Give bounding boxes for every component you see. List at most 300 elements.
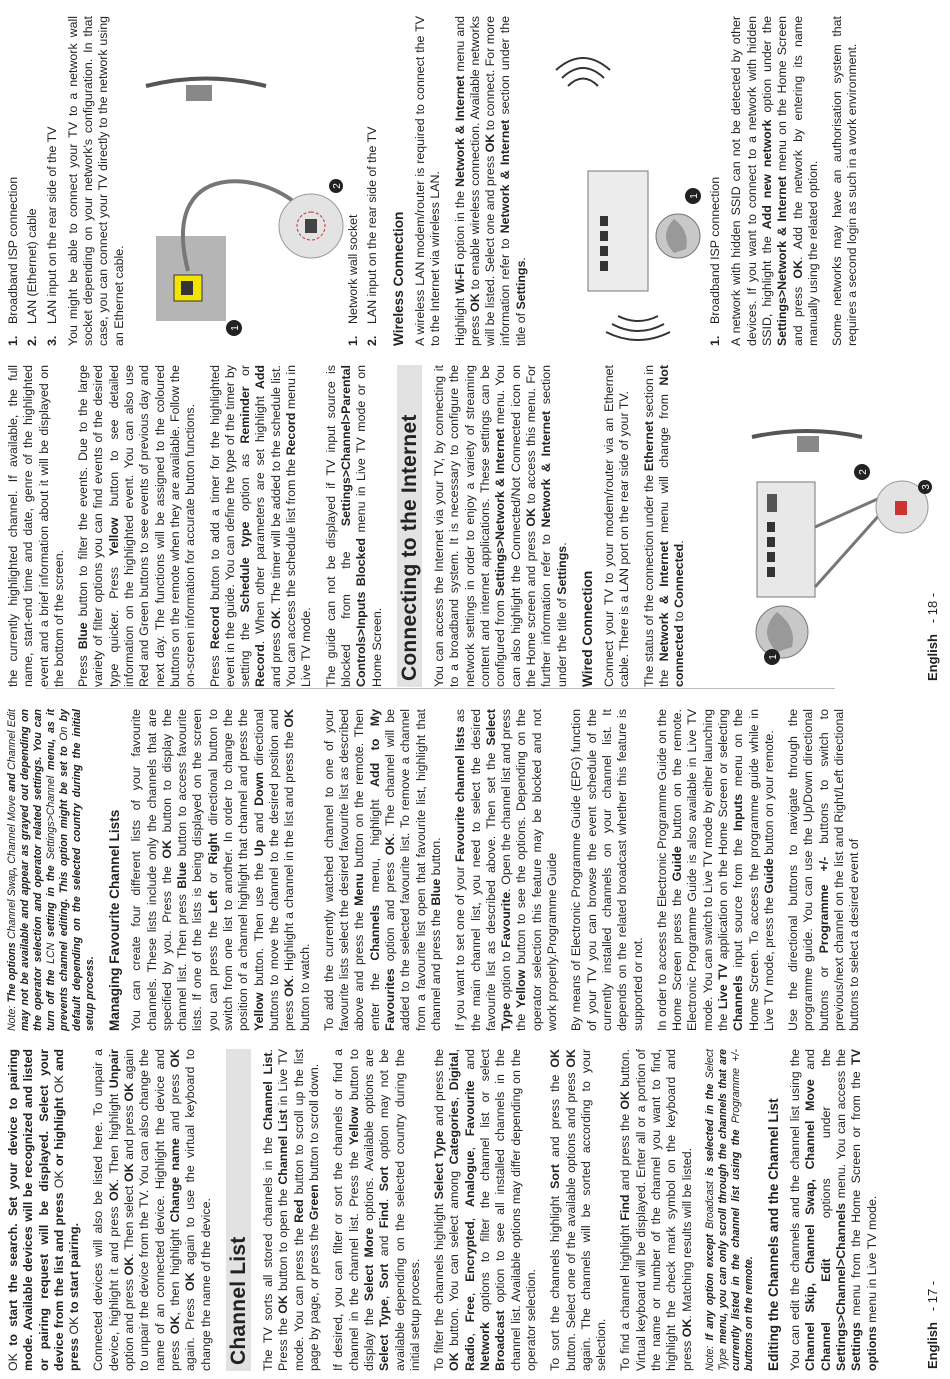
text-run: menu and press <box>452 15 482 346</box>
bold-term: OK <box>167 1315 182 1335</box>
bold-term: Network <box>478 1322 493 1371</box>
text-run: You can access the Internet via your TV, by connecting it to a broadband system. It is necessary to configure the network settings in order to enjoy a variety of streaming content and internet applications. These settings can be configured from <box>432 365 508 687</box>
text-run: options under the <box>818 1049 833 1259</box>
paragraph-intro <box>6 1049 82 1371</box>
paragraph-access-epg <box>655 709 777 1031</box>
text-run: . <box>377 1191 392 1203</box>
bold-term: OK <box>106 1182 121 1201</box>
bold-term: OK <box>618 1091 633 1110</box>
paragraph-favourite-lists <box>129 709 313 1031</box>
bold-term: Right <box>205 832 220 865</box>
heading-wired-connection: Wired Connection <box>579 570 595 687</box>
text-run: menu. You can access the <box>834 1049 849 1203</box>
text-run: button to see the options. Depending on the operator selection this feature may be blocked and not work properly.Programme Guide <box>514 709 560 1031</box>
text-run: again to use the virtual keyboard to change the name of the device. <box>183 1049 213 1371</box>
text-run: and <box>377 1228 392 1264</box>
text-run: to <box>672 607 687 626</box>
bold-term: Guide <box>761 858 776 894</box>
callout-1 <box>685 188 701 204</box>
heading-favourite-lists: Managing Favourite Channel Lists <box>107 809 122 1031</box>
bold-term: Blue <box>175 861 190 889</box>
text-run: menu in Live TV mode. <box>284 365 314 687</box>
svg-text:1: 1 <box>689 193 701 199</box>
wireless-connection-illustration <box>538 16 708 346</box>
text-run: , <box>462 1136 477 1151</box>
bold-term: Yellow <box>514 969 529 1009</box>
footer-language: English <box>925 634 940 681</box>
bold-term: OK <box>483 133 498 153</box>
callout-1 <box>226 320 242 336</box>
text-run: button to watch. <box>297 943 312 1031</box>
footer-page-number: - 18 - <box>925 592 940 624</box>
text-run: menu will change from <box>656 385 671 542</box>
bold-term: Record <box>253 644 268 687</box>
globe-icon <box>756 606 808 658</box>
page17-column-1 <box>6 1049 889 1371</box>
bold-term: OK <box>282 709 297 728</box>
text-run: . Then select <box>122 1182 137 1257</box>
callout-3 <box>918 480 932 494</box>
bold-term: buttons on the remote. <box>742 1256 755 1371</box>
text-run: button. Select one of the available options and press <box>563 1067 578 1371</box>
text-run: Select Type <box>703 1049 729 1371</box>
text-run: Channel Swap <box>6 869 18 940</box>
bold-term: , <box>6 863 18 870</box>
bold-term: OK <box>159 840 174 859</box>
text-run: On <box>58 726 70 741</box>
bold-term: Yellow <box>106 517 121 556</box>
bold-term: Guide <box>670 846 685 882</box>
text-run: . Add the network by entering its name manually using the related option. <box>790 15 820 346</box>
text-run: section in the <box>641 365 671 687</box>
bold-term: Select Type <box>483 709 514 1031</box>
paragraph-wall-socket <box>66 16 127 346</box>
bold-term: OK <box>122 1163 137 1183</box>
svg-text:1: 1 <box>767 654 779 660</box>
bold-term: OK <box>183 1272 198 1291</box>
text-run: menu on the Home Screen and press <box>775 16 805 346</box>
text-run: , <box>462 1322 477 1337</box>
text-run: , <box>447 1049 462 1053</box>
text-run: Use the directional buttons to navigate through the programme guide. You can use the Up/Down directional buttons or <box>786 709 831 1031</box>
bold-term: Settings <box>849 1322 864 1371</box>
bold-term: Change name <box>167 1138 182 1223</box>
text-run: button. Virtual keyboard will be displayed. Enter all or a portion of the name or number of the channel you want to find, highlight the check mark symbol on the keyboard and press <box>618 1049 694 1371</box>
text-run: , <box>462 1281 477 1297</box>
paragraph-editing <box>788 1049 880 1371</box>
bold-term: Encrypted <box>462 1221 477 1282</box>
text-run: button to see detailed information on the highlighted event. You can also use Red and Green buttons to see events of previous day and next day. The functions will be assigned to the coloured buttons on the remote when they are available. Follow the on-screen information for accurate button functions. <box>106 364 198 687</box>
text-run: Settings>Channel <box>45 775 57 860</box>
bold-term: OK <box>548 1048 563 1068</box>
text-run: The status of the connection under the <box>641 471 656 687</box>
text-run: and <box>803 1049 818 1080</box>
text-run: or <box>238 365 253 387</box>
text-run: If you want to set one of your <box>453 862 468 1031</box>
text-run: . When other parameters are set highlight <box>253 389 268 645</box>
bold-term: Channel List <box>276 1109 291 1185</box>
text-run: button to open the <box>276 1184 291 1296</box>
bold-term: Channel Skip, Channel Swap, Channel Move <box>803 1079 818 1371</box>
text-run: , <box>462 1207 477 1222</box>
paragraph-record <box>208 365 315 687</box>
text-run: option may not be available depending on the selected country during the initial setup process. <box>377 1048 422 1371</box>
text-run: A wireless LAN modem/router is required to connect the TV to the Internet via wireless LAN. <box>412 16 443 346</box>
text-run: application on the Home Screen or selecting <box>715 709 730 964</box>
modem-router-image <box>588 171 648 291</box>
bold-term: Blue <box>76 622 91 650</box>
text-run: menu in Live TV mode. <box>864 1195 879 1327</box>
text-run: By means of Electronic Programme Guide (EPG) function of your TV you can browse the event schedule of the currently installed channels on your channel list. It depends on the related broadcast whether this feature is supported or not. <box>569 709 645 1031</box>
text-run: You can create four different lists of your favourite channels. These lists include only the channels that are specified by you. Press the <box>129 709 174 1031</box>
bold-term: OK <box>282 978 297 997</box>
bold-term: Schedule type <box>238 521 253 613</box>
text-run: button to filter the events. Due to the large variety of filter options you can find events of the desired type quicker. Press <box>76 365 121 687</box>
text-run: You might be able to connect your TV to a network wall socket depending on your network's configuration. In that case, you can connect your TV directly to the network using an Ethernet cable. <box>65 16 126 346</box>
bold-term: menu, as it prevents channel editing. This option might be set to <box>45 709 70 1031</box>
paragraph-navigate-guide <box>786 709 862 1031</box>
bold-term: Reminder <box>238 386 253 444</box>
bold-term: The options <box>6 939 18 1006</box>
bold-term: Network & Internet <box>656 541 671 662</box>
bold-term: OK <box>276 1295 291 1314</box>
bold-term: menu, you can only scroll through the channels that are currently listed in the channel list using the <box>716 1049 742 1371</box>
bold-term: Menu <box>352 873 367 906</box>
text-run: to connect. For more information refer to <box>483 16 513 346</box>
paragraph-wired <box>602 365 633 687</box>
paragraph-hidden-ssid <box>729 16 821 346</box>
bold-term: Find <box>618 1194 633 1221</box>
svg-text:2: 2 <box>857 469 869 475</box>
text-run: Note: <box>703 1345 716 1371</box>
heading-wireless-connection: Wireless Connection <box>390 211 406 346</box>
bold-term: Categories <box>447 1100 462 1165</box>
text-run: menu from the Home Screen or from the <box>849 1064 864 1323</box>
text-run: To sort the channels highlight <box>548 1188 563 1371</box>
bold-term: Yellow <box>346 1106 361 1146</box>
text-run: Channel Edit <box>6 709 18 770</box>
text-run: and press the <box>618 1109 633 1195</box>
page18-footer <box>925 593 940 681</box>
text-run: To add the currently watched channel to one of your favourite lists select the desired favourite list as described above and press the <box>321 709 367 1031</box>
text-run: , <box>447 1090 462 1101</box>
paragraph-wireless <box>413 16 444 346</box>
paragraph-main-list <box>453 709 560 1031</box>
text-run: Note: <box>6 1005 18 1031</box>
bold-term: Live TV <box>715 963 730 1010</box>
wired-connection-illustration <box>697 365 932 687</box>
bold-term: OK <box>523 508 538 527</box>
bold-term: Favourite channel lists <box>453 726 468 863</box>
page17-column-2 <box>6 709 872 1031</box>
bold-term: OK <box>447 1352 462 1371</box>
bold-term: Channels <box>367 904 382 961</box>
text-run: Press <box>76 649 91 687</box>
text-run: menu on the Home Screen. To access the programme guide while in Live TV mode, press the <box>731 709 776 1031</box>
bold-term: Free <box>462 1296 477 1323</box>
list-wall-items <box>346 16 381 346</box>
text-run: to access this menu. For further information refer to <box>523 364 554 687</box>
bold-term: OK <box>122 1256 137 1276</box>
bold-term: Network & Internet <box>539 410 554 528</box>
bold-term: OK <box>122 1082 137 1102</box>
bold-term: Find <box>377 1202 392 1229</box>
bold-term: Settings <box>554 545 569 595</box>
bold-term: Channels <box>731 975 746 1031</box>
callout-2 <box>329 179 343 193</box>
bold-term: and <box>6 769 18 796</box>
bold-term: Left <box>205 890 220 914</box>
list-item: 2.LAN (Ethernet) cable <box>25 208 40 346</box>
list-item: 3.LAN input on the rear side of the TV <box>44 126 59 346</box>
text-run: Connected devices will also be listed here. To unpair a device, highlight it and press <box>91 1049 121 1371</box>
text-run: directional button to switch from one list to another. In order to change the position of a channel highlight that channel and press the <box>205 708 251 1031</box>
bold-term: Network & Internet <box>498 119 513 234</box>
paragraph-connected-devices <box>91 1049 213 1371</box>
text-run: again. The channels will be sorted according to your selection. <box>578 1049 609 1371</box>
callout-2 <box>854 464 870 480</box>
text-run: again to unpair the device from the TV. You can also change the name of an connected device. Highlight the device and press <box>122 1049 182 1371</box>
globe-icon <box>656 214 700 258</box>
svg-text:3: 3 <box>920 484 932 490</box>
bold-term: by default depending on the selected country during the initial setup process. <box>58 708 96 1031</box>
bold-term: Inputs <box>731 793 746 832</box>
text-run: The guide can not be displayed if TV input source is blocked from the <box>323 365 353 687</box>
text-run: option under the <box>759 16 774 120</box>
text-run: to enable wireless connection. Available networks will be listed. Select one and press <box>467 15 498 346</box>
text-run: Channel Move <box>6 795 18 864</box>
bold-term: OK <box>679 1318 694 1338</box>
text-run: button on the remote. Then enter the <box>352 709 382 1031</box>
wifi-waves-icon <box>556 58 610 86</box>
bold-term: Channel List <box>261 1052 276 1131</box>
text-run: OK <box>51 1075 66 1094</box>
list-wired-items <box>6 16 60 346</box>
text-run: options to filter the channel list or select <box>478 1049 493 1323</box>
text-run: button to add a timer for the highlighted event in the guide. You can define the type of the timer by setting the <box>207 364 253 687</box>
text-run: button to scroll up the list page by page, or press the <box>291 1049 322 1371</box>
text-run: section under the title of <box>498 15 528 346</box>
paragraph-find <box>618 1049 694 1371</box>
paragraph-blue-filter <box>76 365 198 687</box>
paragraph-connection-status <box>642 365 688 687</box>
bold-term: Unpair <box>106 1048 121 1089</box>
text-run: . The channel will be added to the selected favourite list. To remove a channel from a favourite list open that favourite list, highlight that channel and press the <box>383 709 443 1031</box>
note-channel-options <box>6 709 97 1031</box>
text-run: . Open the channel list and press the <box>499 708 529 1031</box>
text-run: . Highlight a channel in the list and press the <box>282 727 297 979</box>
text-run: option and press <box>122 1275 137 1371</box>
text-run: button. Then use the <box>251 856 266 993</box>
text-run: and press the <box>548 1067 563 1165</box>
svg-text:1: 1 <box>230 325 242 331</box>
bold-term: Network & Internet <box>452 75 467 187</box>
text-run: . The timer will be added to the schedule list. You can access the schedule list from the <box>268 365 299 687</box>
text-run: button to display the <box>346 1049 376 1371</box>
paragraph-channel-list-sort <box>261 1049 322 1371</box>
text-run: menu, highlight <box>367 786 382 905</box>
text-run: as the main channel list, you need to select the desired favourite list as described above. Then set the <box>453 709 498 1031</box>
bold-term: OK <box>383 836 398 856</box>
footer-page-number: - 17 - <box>925 1280 940 1312</box>
modem-router-image <box>757 482 815 597</box>
bold-term: Select Type <box>377 1299 392 1371</box>
text-run: and press <box>122 1101 137 1164</box>
bold-term: Channel Edit <box>818 1258 833 1371</box>
bold-term: Green <box>307 1184 322 1221</box>
bold-term: Red <box>291 1199 306 1223</box>
text-run: OK <box>67 1316 82 1335</box>
paragraph-internet <box>432 365 570 687</box>
bold-term: to start the search. Set your device to pairing mode. Available devices will be recognized and listed or pairing request will be displayed. Select your device from the list and press <box>6 1049 66 1371</box>
paragraph-filter-channels <box>432 1049 539 1371</box>
text-run: . <box>672 540 687 544</box>
text-run: Connect your TV to your modem/router via an Ethernet cable. There is a LAN port on the rear side of your TV. <box>602 365 632 687</box>
text-run: in Live TV mode. You can press the <box>276 1049 306 1371</box>
text-run: Broadcast <box>703 1181 716 1229</box>
text-run: You can edit the channels and the channel list using the <box>788 1049 803 1371</box>
text-run: option and press <box>383 855 398 969</box>
bold-term: Radio <box>462 1336 477 1371</box>
text-run: . Then highlight <box>106 1088 121 1183</box>
wifi-waves-icon <box>606 316 670 340</box>
text-run: input source from the <box>731 831 746 976</box>
bold-term: Sort <box>377 1166 392 1192</box>
text-run: menu in Live TV mode or on Home Screen. <box>354 365 384 687</box>
paragraph-guide-blocked <box>324 365 385 687</box>
note-broadcast <box>704 1049 756 1371</box>
bold-term: Wi-Fi <box>452 263 467 294</box>
bold-term: If any option except <box>703 1228 716 1346</box>
bold-term: OK <box>563 1049 578 1068</box>
text-run: To find a channel highlight <box>618 1220 633 1371</box>
paragraph-sort <box>548 1049 609 1371</box>
bold-term: and press <box>51 1049 82 1371</box>
bold-term: Not connected <box>656 365 687 687</box>
text-run: Press <box>207 649 222 687</box>
list-item: 1.Broadband ISP connection <box>6 176 20 346</box>
text-run: again. Press <box>183 1290 198 1371</box>
bold-term: Settings>Network & Internet <box>493 428 508 597</box>
bold-term: is selected in the <box>703 1078 716 1182</box>
tv-stand-image <box>752 431 862 452</box>
bold-term: OK <box>268 610 283 629</box>
text-run: menu. You can also highlight the Connected/Not Connected icon on the Home screen and press <box>493 365 538 687</box>
callout-1 <box>764 649 780 665</box>
wall-socket-illustration <box>136 16 346 346</box>
text-run: section under the title of <box>539 364 569 687</box>
text-run: button to access favourite lists. If one of the lists is being displayed on the screen you can press the <box>175 708 220 1031</box>
bold-term: may not be available and appear as grayed out depending on the operator selection and operator related settings. You can turn off the <box>19 709 57 1031</box>
text-run: , then highlight <box>167 1222 182 1316</box>
bold-term: Select Type <box>432 1130 447 1200</box>
text-run: option to <box>499 947 514 1003</box>
bold-term: Connected <box>672 543 687 608</box>
heading-channel-list: Channel List <box>226 1049 251 1371</box>
text-run: option as <box>238 443 253 522</box>
lan-port-closeup <box>279 194 343 258</box>
text-run: OK <box>51 1170 66 1189</box>
bold-term: Add <box>253 365 268 390</box>
text-run: button to display the channel list. Then press <box>159 709 190 1031</box>
text-run: LCN <box>45 942 57 964</box>
text-run: . Press the <box>261 1049 291 1371</box>
list-item: 2.LAN input on the rear side of the TV <box>365 126 380 346</box>
text-run: button to scroll down. <box>307 1063 322 1185</box>
text-run: . Matching results will be listed. <box>679 1147 694 1319</box>
text-run: Some networks may have an authorisation system that requires a second login as such in a work environment. <box>830 16 860 346</box>
text-run: and <box>251 805 266 840</box>
text-run: OK <box>6 1353 20 1371</box>
page-18 <box>0 0 950 689</box>
bold-term: Sort <box>377 1263 392 1289</box>
bold-term: TV options <box>849 1049 879 1371</box>
svg-text:2: 2 <box>332 183 344 189</box>
bold-term: Settings>Network & Internet <box>775 176 790 346</box>
text-run: and press the <box>432 1049 447 1131</box>
bold-term: Yellow <box>251 992 266 1031</box>
page18-column-1 <box>6 365 932 687</box>
list-wireless-items <box>708 16 723 346</box>
text-run: Highlight <box>452 293 467 346</box>
bold-term: Record <box>207 606 222 650</box>
bold-term: Record <box>284 412 299 456</box>
bold-term: Ethernet <box>641 421 656 472</box>
text-run: and press <box>167 1067 182 1139</box>
text-run: and press <box>268 628 283 687</box>
tv-stand-image <box>146 79 266 102</box>
text-run: , <box>377 1288 392 1300</box>
bold-term: to start pairing. <box>67 1222 82 1317</box>
text-run: The TV sorts all stored channels in the <box>261 1130 276 1371</box>
paragraph-epg <box>569 709 645 1031</box>
text-run: If desired, you can filter or sort the channels or find a channel in the channel list. Press the <box>331 1049 361 1371</box>
bold-term: Select More <box>361 1227 376 1302</box>
bold-term: Programme +/- <box>816 856 831 954</box>
text-run: buttons to switch to previous/next channel on the list and Right/Left directional buttons to select a desired event of <box>816 709 862 1031</box>
bold-term: Up <box>251 839 266 857</box>
text-run: button on the remote. Electronic Programme Guide is also available in Live TV mode. You can switch to Live TV mode by either launching the <box>670 708 730 1031</box>
bold-term: Add new network <box>759 119 774 230</box>
page18-column-2 <box>6 16 870 346</box>
text-run: the currently highlighted channel. If available, the full name, start-end time and date, genre of the highlighted event and a brief information about it will be displayed on the bottom of the screen. <box>6 365 66 687</box>
text-run: In order to access the Electronic Programme Guide on the Home Screen press the <box>654 709 685 1031</box>
text-run: option in the <box>452 186 467 264</box>
text-run: Programme +/- <box>729 1049 742 1124</box>
text-run: . <box>554 542 569 546</box>
heading-connecting-internet: Connecting to the Internet <box>397 365 422 687</box>
bold-term: OK <box>167 1048 182 1068</box>
bold-term: Settings>Channel>Channels <box>834 1203 849 1371</box>
bold-term: or highlight <box>51 1093 66 1171</box>
bold-term: Broadcast <box>493 1310 508 1371</box>
bold-term: Favourite <box>462 1080 477 1137</box>
bold-term: Analogue <box>462 1150 477 1207</box>
text-run: . <box>513 257 528 261</box>
bold-term: Favourite <box>499 891 514 948</box>
bold-term: Settings <box>513 260 528 310</box>
bold-term: OK <box>790 260 805 279</box>
paragraph-authorisation <box>830 16 861 346</box>
paragraph-add-favourite <box>322 709 444 1031</box>
bold-term: Sort <box>548 1164 563 1189</box>
text-run: directional buttons to move the channel to the desired position and press <box>251 708 297 1031</box>
bold-term: Blue <box>428 878 443 906</box>
bold-term: setting in the <box>45 859 57 943</box>
text-run: and <box>462 1049 477 1081</box>
footer-language: English <box>925 1322 940 1369</box>
list-item: 1.Broadband ISP connection <box>708 176 723 346</box>
